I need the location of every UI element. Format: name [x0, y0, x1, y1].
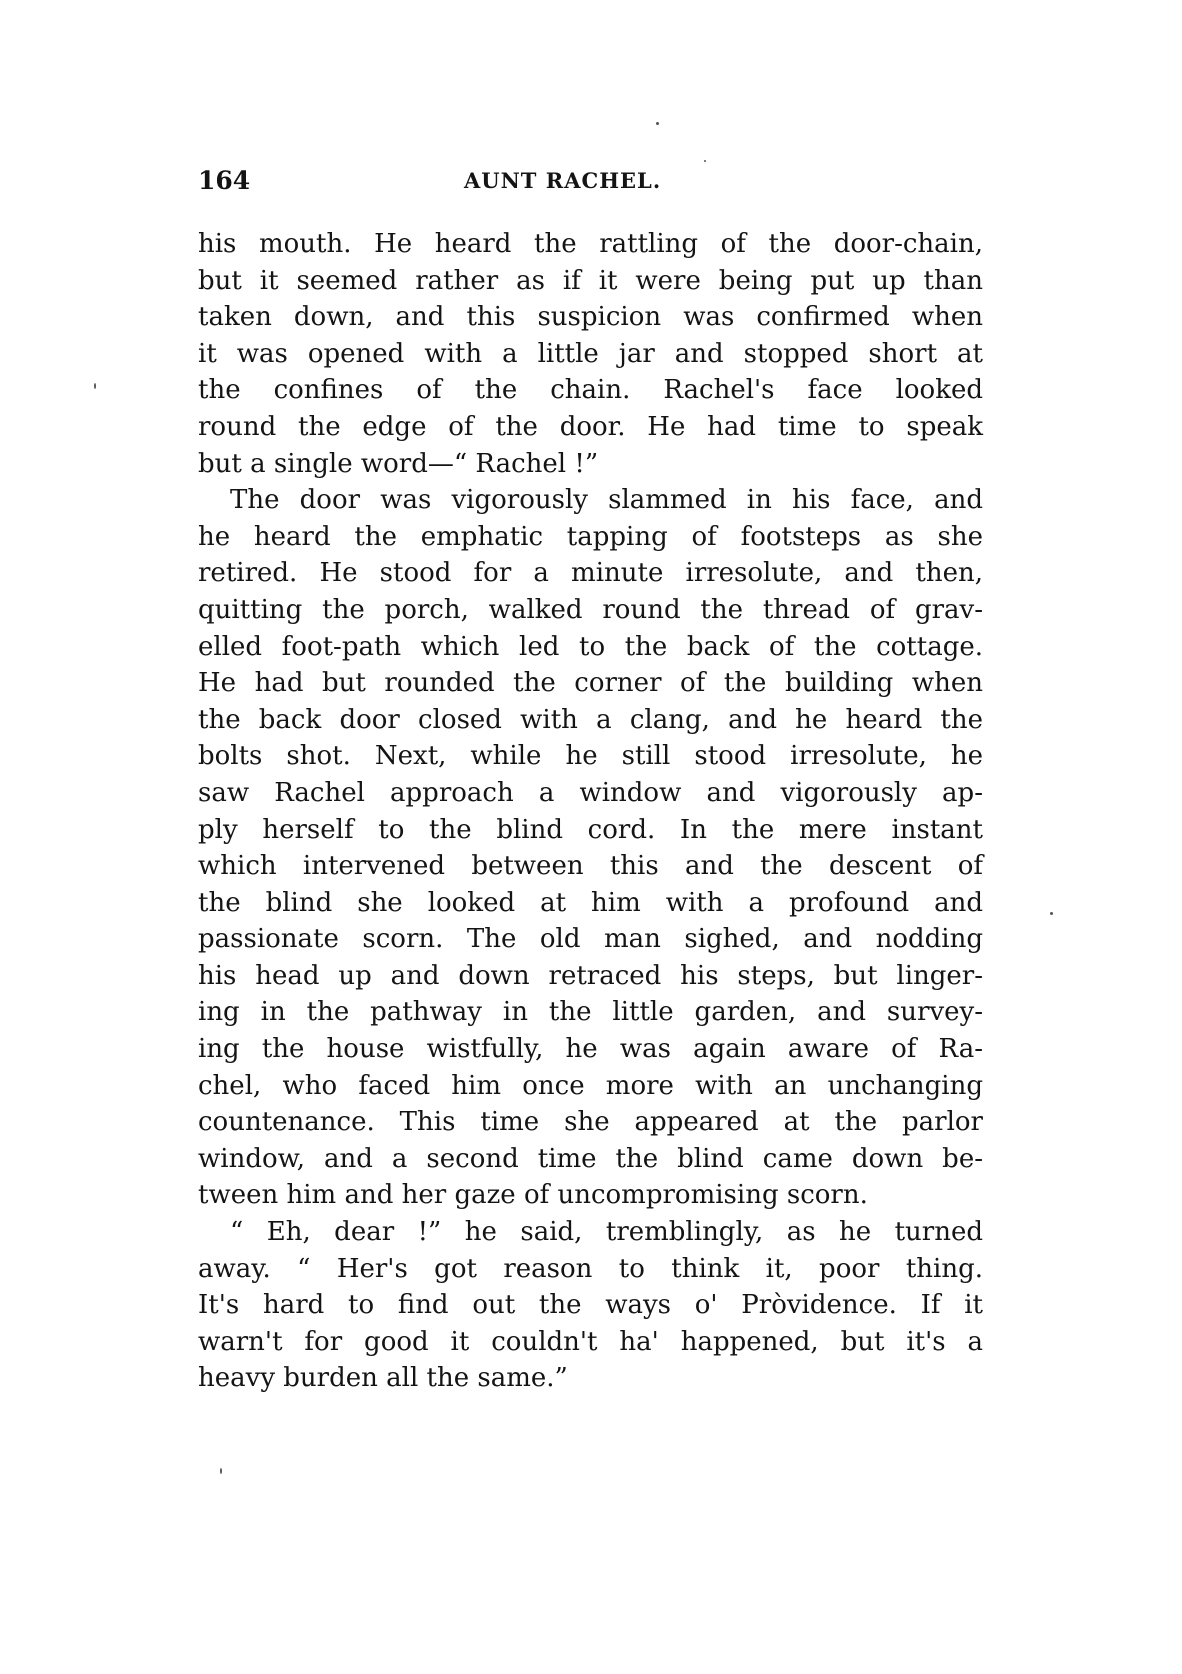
- text-line: but a single word—“ Rachel !”: [198, 448, 599, 479]
- paper-speck: [656, 122, 659, 125]
- text-line: heavy burden all the same.”: [198, 1363, 568, 1394]
- text-line: the back door closed with a clang, and he heard the: [198, 704, 983, 735]
- text-line: bolts shot. Next, while he still stood irresolute, he: [198, 741, 983, 772]
- running-title: AUNT RACHEL.: [464, 168, 662, 193]
- paragraph-start-line: “ Eh, dear !” he said, tremblingly, as he turned: [230, 1217, 983, 1248]
- paper-speck: [94, 383, 96, 389]
- running-head: [198, 166, 978, 202]
- text-line: chel, who faced him once more with an unchanging: [198, 1070, 983, 1101]
- page-number: 164: [198, 166, 251, 195]
- text-line: window, and a second time the blind came down be-: [198, 1143, 983, 1174]
- paper-speck: [220, 1468, 222, 1474]
- text-line: ing the house wistfully, he was again aware of Ra-: [198, 1034, 983, 1065]
- body-text: [198, 226, 983, 1397]
- text-line: which intervened between this and the descent of: [198, 851, 983, 882]
- text-line: away. “ Her's got reason to think it, poor thing.: [198, 1253, 983, 1284]
- text-line: saw Rachel approach a window and vigorously ap-: [198, 777, 983, 808]
- text-line: tween him and her gaze of uncompromising scorn.: [198, 1180, 868, 1211]
- text-line: countenance. This time she appeared at the parlor: [198, 1107, 983, 1138]
- text-line: He had but rounded the corner of the building when: [198, 668, 983, 699]
- text-line: the blind she looked at him with a profound and: [198, 887, 983, 918]
- text-line: It's hard to find out the ways o' Pròvidence. If it: [198, 1290, 983, 1321]
- text-line: taken down, and this suspicion was confirmed when: [198, 302, 983, 333]
- text-line: retired. He stood for a minute irresolute, and then,: [198, 558, 983, 589]
- text-line: round the edge of the door. He had time to speak: [198, 411, 983, 442]
- text-line: passionate scorn. The old man sighed, and nodding: [198, 924, 983, 955]
- text-line: warn't for good it couldn't ha' happened, but it's a: [198, 1326, 983, 1357]
- paragraph-start-line: The door was vigorously slammed in his face, and: [230, 485, 983, 516]
- paper-speck: [704, 160, 706, 162]
- paper-speck: [1050, 912, 1053, 915]
- text-line: quitting the porch, walked round the thread of grav-: [198, 594, 983, 625]
- text-line: the confines of the chain. Rachel's face looked: [198, 375, 983, 406]
- text-line: but it seemed rather as if it were being put up than: [198, 265, 983, 296]
- text-line: his head up and down retraced his steps, but linger-: [198, 960, 983, 991]
- text-line: ply herself to the blind cord. In the mere instant: [198, 814, 983, 845]
- text-line: he heard the emphatic tapping of footsteps as she: [198, 521, 983, 552]
- text-line: his mouth. He heard the rattling of the door-chain,: [198, 229, 983, 259]
- text-line: ing in the pathway in the little garden, and survey-: [198, 997, 983, 1028]
- text-line: it was opened with a little jar and stopped short at: [198, 338, 983, 369]
- text-line: elled foot-path which led to the back of the cottage.: [198, 631, 983, 662]
